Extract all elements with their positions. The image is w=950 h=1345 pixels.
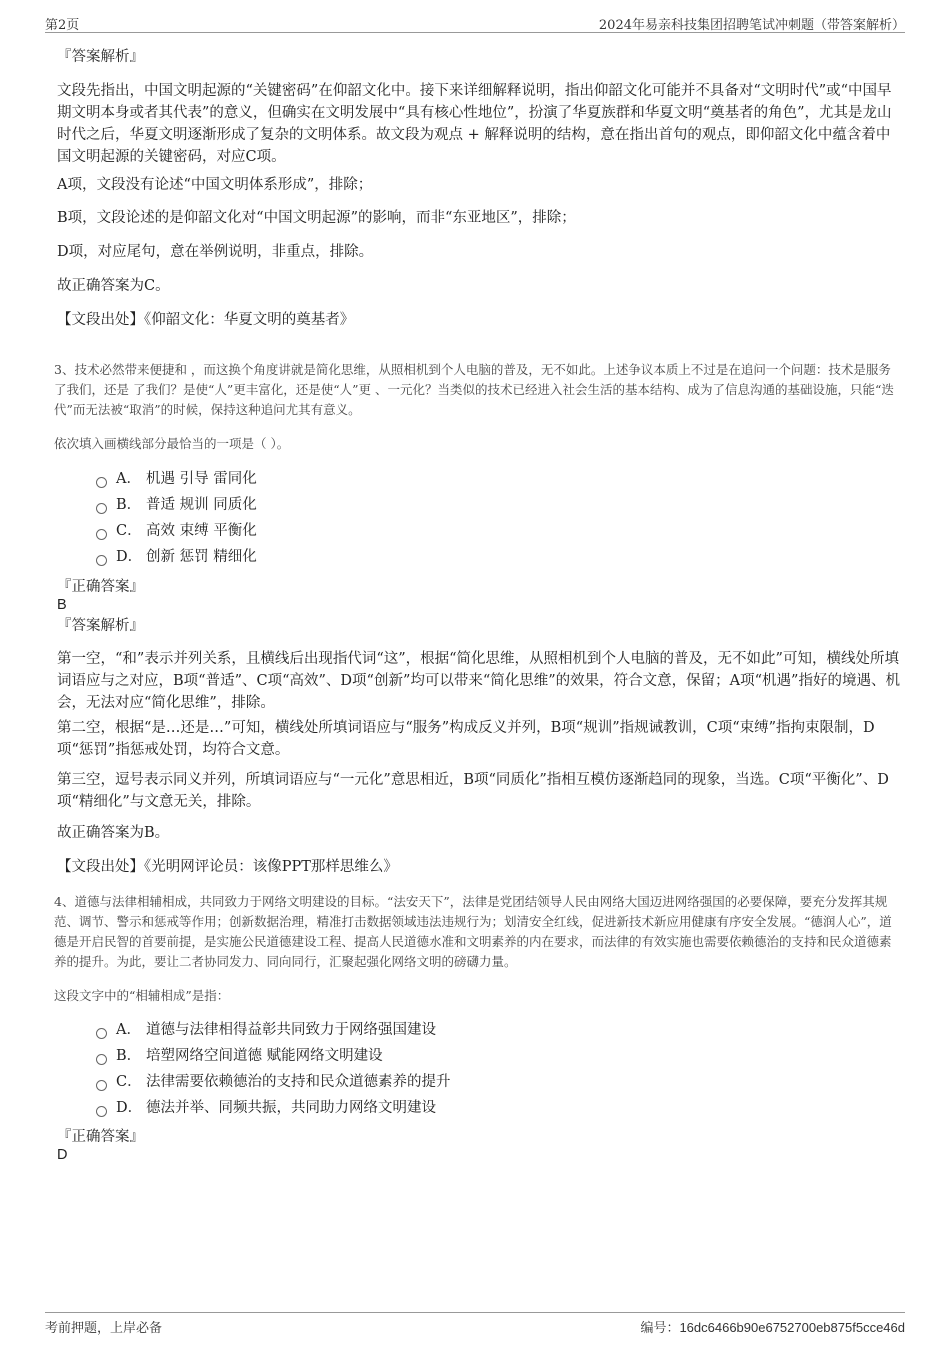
q3-analysis-p2: 第二空，根据“是…还是…”可知，横线处所填词语应与“服务”构成反义并列，B项“规训”指规诫教训，C项“束缚”指拘束限制，D项“惩罚”指惩戒处罚，均符合文意。	[57, 720, 875, 758]
q4-option-d[interactable]: D． 德法并举、同频共振，共同助力网络文明建设	[96, 1095, 451, 1121]
q3-stem: 3、技术必然带来便捷和 ，而这换个角度讲就是简化思维，从照相机到个人电脑的普及，无不如此。上述争议本质上不过是在追问一个问题：技术是服务了我们，还是 了我们？是使“人”更丰富化，还是使“人”更 、一元化？当类似的技术已经进入社会生活的基本结构、成为了信息沟通的基础设施，只能“迭代”而无法被“取消”的时候，保持这种追问尤其有意义。	[54, 362, 894, 417]
radio-icon[interactable]	[96, 1054, 107, 1065]
q3-options	[96, 466, 257, 570]
q4-option-a[interactable]: A． 道德与法律相得益彰共同致力于网络强国建设	[96, 1017, 451, 1043]
q4-options	[96, 1017, 451, 1121]
q2-analysis-b: B项，文段论述的是仰韶文化对“中国文明起源”的影响，而非“东亚地区”，排除；	[57, 210, 576, 226]
radio-icon[interactable]	[96, 555, 107, 566]
q3-source: 【文段出处】《光明网评论员：该像PPT那样思维么》	[57, 859, 398, 875]
q3-analysis-p3: 第三空，逗号表示同义并列，所填词语应与“一元化”意思相近，B项“同质化”指相互模仿逐渐趋同的现象，当选。C项“平衡化”、D项“精细化”与文意无关，排除。	[57, 772, 889, 810]
q2-analysis-paragraph: 文段先指出，中国文明起源的“关键密码”在仰韶文化中。接下来详细解释说明，指出仰韶文化可能并不具备对“文明时代”或“中国早期文明本身或者其代表”的意义，但确实在文明发展中“具有核心性地位”，扮演了华夏族群和华夏文明“奠基者的角色”，尤其是龙山时代之后，华夏文明逐渐形成了复杂的文明体系。故文段为观点 + 解释说明的结构，意在指出首句的观点，即仰韶文化中蕴含着中国文明起源的关键密码，对应C项。	[57, 83, 892, 165]
q3-answer-label: 『正确答案』	[57, 579, 144, 595]
q3-option-a[interactable]: A． 机遇 引导 雷同化	[96, 466, 257, 492]
q4-stem: 4、道德与法律相辅相成，共同致力于网络文明建设的目标。“法安天下”，法律是党团结领导人民由网络大国迈进网络强国的必要保障，要充分发挥其规范、调节、警示和惩戒等作用；创新数据治理，精准打击数据领域违法违规行为；划清安全红线，促进新技术新应用健康有序安全发展。“德润人心”，道德是开启民智的首要前提，是实施公民道德建设工程、提高人民道德水准和文明素养的内在要求，而法律的有效实施也需要依赖德治的支持和民众道德素养的提升。为此，要让二者协同发力、同向同行，汇聚起强化网络文明的磅礴力量。	[54, 894, 892, 969]
q4-option-b[interactable]: B． 培塑网络空间道德 赋能网络文明建设	[96, 1043, 451, 1069]
q3-analysis-p1: 第一空，“和”表示并列关系，且横线后出现指代词“这”，根据“简化思维，从照相机到个人电脑的普及，无不如此”可知，横线处所填词语应与之对应，B项“普适”、C项“高效”、D项“创新”均可以带来“简化思维”的效果，符合文意，保留；A项“机遇”指好的境遇、机会，无法对应“简化思维”，排除。	[57, 651, 900, 711]
page-number: 第2页	[45, 18, 80, 33]
footer-slogan: 考前押题，上岸必备	[45, 1321, 163, 1336]
q4-option-c[interactable]: C． 法律需要依赖德治的支持和民众道德素养的提升	[96, 1069, 451, 1095]
q2-analysis-label: 『答案解析』	[57, 49, 144, 65]
page-footer	[45, 1312, 905, 1339]
radio-icon[interactable]	[96, 477, 107, 488]
q4-answer-label: 『正确答案』	[57, 1129, 144, 1145]
radio-icon[interactable]	[96, 529, 107, 540]
document-title: 2024年易亲科技集团招聘笔试冲刺题（带答案解析）	[598, 18, 905, 33]
radio-icon[interactable]	[96, 1028, 107, 1039]
q2-source: 【文段出处】《仰韶文化：华夏文明的奠基者》	[57, 312, 355, 328]
q3-option-d[interactable]: D． 创新 惩罚 精细化	[96, 544, 257, 570]
q4-answer: D	[57, 1147, 68, 1163]
document-id: 编号：16dc6466b90e6752700eb875f5cce46d	[640, 1320, 905, 1335]
q3-analysis-label: 『答案解析』	[57, 618, 144, 634]
radio-icon[interactable]	[96, 1080, 107, 1091]
q2-analysis-d: D项，对应尾句，意在举例说明，非重点，排除。	[57, 244, 374, 260]
radio-icon[interactable]	[96, 503, 107, 514]
q3-option-c[interactable]: C． 高效 束缚 平衡化	[96, 518, 257, 544]
q2-conclusion: 故正确答案为C。	[57, 278, 170, 294]
q3-option-b[interactable]: B． 普适 规训 同质化	[96, 492, 257, 518]
q3-prompt: 依次填入画横线部分最恰当的一项是（ ）。	[54, 436, 290, 451]
q3-answer: B	[57, 597, 67, 613]
radio-icon[interactable]	[96, 1106, 107, 1117]
q4-prompt: 这段文字中的“相辅相成”是指：	[54, 988, 230, 1003]
q2-analysis-a: A项，文段没有论述“中国文明体系形成”，排除；	[57, 177, 373, 193]
q3-conclusion: 故正确答案为B。	[57, 825, 170, 841]
page-header	[45, 12, 905, 33]
